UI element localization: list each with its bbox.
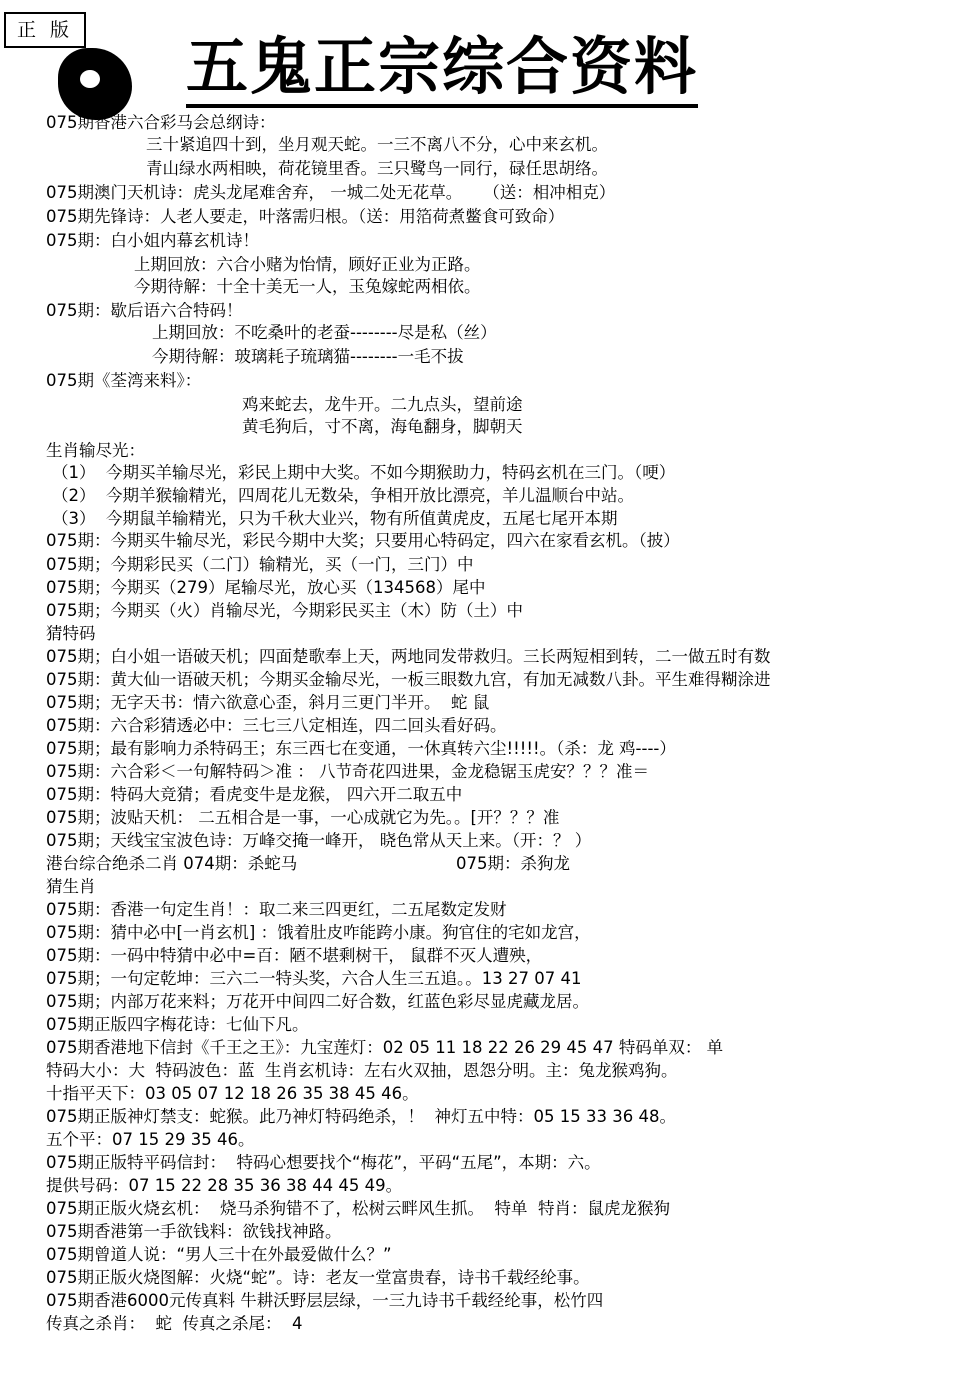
text-line: 港台综合绝杀二肖 074期：杀蛇马 [46, 854, 298, 873]
text-line: 特码大小：大 特码波色：蓝 生肖玄机诗：左右火双抽，恩怨分明。主：兔龙猴鸡狗。 [46, 1061, 678, 1080]
text-line: 075期；波贴天机： 二五相合是一事，一心成就它为先。。[开？？？准 [46, 808, 560, 827]
text-line: 075期香港六合彩马会总纲诗： [46, 113, 276, 132]
text-line: 三十紧追四十到，坐月观天蛇。一三不离八不分，心中来玄机。 [146, 135, 608, 154]
text-line: 075期正版火烧图解：火烧“蛇”。诗：老友一堂富贵春，诗书千载经纶事。 [46, 1268, 590, 1287]
text-line: 075期《荃湾来料》： [46, 371, 202, 390]
text-line: 075期；无字天书：情六欲意心歪，斜月三更门半开。 蛇 鼠 [46, 693, 490, 712]
text-line: （2） 今期羊猴输精光，四周花儿无数朵，争相开放比漂亮，羊儿温顺台中站。 [52, 486, 634, 505]
text-line: 提供号码：07 15 22 28 35 36 38 44 45 49。 [46, 1176, 403, 1195]
text-line: 075期：六合彩猜透必中：三七三八定相连，四二回头看好码。 [46, 716, 507, 735]
ghost-logo-icon [58, 48, 132, 120]
text-line: （1） 今期买羊输尽光，彩民上期中大奖。不如今期猴助力，特码玄机在三门。（哽） [52, 463, 676, 482]
text-line: 075期；今期买（火）肖输尽光，今期彩民买主（木）防（土）中 [46, 601, 523, 620]
text-line: 075期：一码中特猜中必中=百：陋不堪剩树干， 鼠群不灭人遭殃， [46, 946, 543, 965]
text-line: 075期香港第一手欲钱料：欲钱找神路。 [46, 1222, 342, 1241]
text-line: 生肖输尽光： [46, 441, 145, 460]
text-line: 075期：猜中必中[一肖玄机] ：饿着肚皮咋能跨小康。狗官住的宅如龙宫， [46, 923, 591, 942]
text-line: 上期回放：六合小赌为怡情，顾好正业为正路。 [134, 255, 481, 274]
text-line: 075期香港地下信封《千王之王》：九宝莲灯：02 05 11 18 22 26 29 45 47 特码单双： 单 [46, 1038, 724, 1057]
text-line: 075期；内部万花来料；万花开中间四二好合数，红蓝色彩尽显虎藏龙居。 [46, 992, 589, 1011]
edition-badge: 正 版 [4, 12, 86, 48]
text-line: 猜生肖 [46, 877, 96, 896]
text-line: 075期先锋诗：人老人要走，叶落需归根。（送：用箔荷煮鳖食可致命） [46, 207, 565, 226]
text-line: 鸡来蛇去，龙牛开。二九点头，望前途 [242, 395, 523, 414]
text-line: 十指平天下：03 05 07 12 18 26 35 38 45 46。 [46, 1084, 419, 1103]
text-line: 上期回放：不吃桑叶的老蚕--------尽是私（丝） [152, 323, 497, 342]
text-line: 075期香港6000元传真料 牛耕沃野层层绿，一三九诗书千载经纶事，松竹四 [46, 1291, 604, 1310]
text-line: 075期：杀狗龙 [456, 854, 570, 873]
text-line: 075期正版四字梅花诗：七仙下凡。 [46, 1015, 309, 1034]
text-line: 今期待解：十全十美无一人，玉兔嫁蛇两相依。 [134, 277, 481, 296]
text-line: （3） 今期鼠羊输精光，只为千秋大业兴，物有所值黄虎皮，五尾七尾开本期 [52, 509, 618, 528]
text-line: 075期；最有影响力杀特码王；东三西七在变通，一休真转六尘!!!!!。（杀：龙 鸡----） [46, 739, 676, 758]
text-line: 075期：香港一句定生肖！：取二来三四更红，二五尾数定发财 [46, 900, 507, 919]
text-line: 075期：黄大仙一语破天机；今期买金输尽光，一板三眼数九宫，有加无减数八卦。平生难得糊涂进 [46, 670, 771, 689]
text-line: 075期：今期买牛输尽光，彩民今期中大奖；只要用心特码定，四六在家看玄机。（披） [46, 531, 680, 550]
page-title: 五鬼正宗综合资料 [186, 30, 698, 108]
text-line: 传真之杀肖： 蛇 传真之杀尾： 4 [46, 1314, 303, 1333]
text-line: 075期正版火烧玄机： 烧马杀狗错不了，松树云畔风生抓。 特单 特肖：鼠虎龙猴狗 [46, 1199, 670, 1218]
text-line: 075期：六合彩＜一句解特码＞准 ： 八节奇花四进果，金龙稳锯玉虎安？？？准＝ [46, 762, 649, 781]
text-line: 五个平：07 15 29 35 46。 [46, 1130, 255, 1149]
text-line: 075期；天线宝宝波色诗：万峰交掩一峰开， 晓色常从天上来。（开：？ ） [46, 831, 592, 850]
text-line: 075期：特码大竞猜；看虎变牛是龙猴， 四六开二取五中 [46, 785, 463, 804]
text-line: 075期；一句定乾坤：三六二一特头奖，六合人生三五追。。13 27 07 41 [46, 969, 582, 988]
text-line: 075期；今期彩民买（二门）输精光，买（一门，三门）中 [46, 555, 474, 574]
text-line: 075期正版特平码信封： 特码心想要找个“梅花”，平码“五尾”，本期：六。 [46, 1153, 601, 1172]
text-line: 075期；白小姐一语破天机；四面楚歌奉上天，两地同发带救归。三长两短相到转，二一做五时有数 [46, 647, 771, 666]
text-line: 黄毛狗后，寸不离，海龟翻身，脚朝天 [242, 417, 523, 436]
text-line: 猜特码 [46, 624, 96, 643]
text-line: 075期；今期买（279）尾输尽光，放心买（134568）尾中 [46, 578, 486, 597]
text-line: 075期：歇后语六合特码！ [46, 301, 243, 320]
text-line: 075期：白小姐内幕玄机诗！ [46, 231, 259, 250]
text-line: 今期待解：玻璃耗子琉璃猫--------一毛不拔 [152, 347, 464, 366]
text-line: 075期澳门天机诗：虎头龙尾难舍弃， 一城二处无花草。 （送：相冲相克） [46, 183, 616, 202]
text-line: 075期正版神灯禁支：蛇猴。此乃神灯特码绝杀，！ 神灯五中特：05 15 33 36 48。 [46, 1107, 676, 1126]
text-line: 青山绿水两相映，荷花镜里香。三只鹭鸟一同行，碌任思胡络。 [146, 159, 608, 178]
text-line: 075期曾道人说：“男人三十在外最爱做什么？” [46, 1245, 392, 1264]
